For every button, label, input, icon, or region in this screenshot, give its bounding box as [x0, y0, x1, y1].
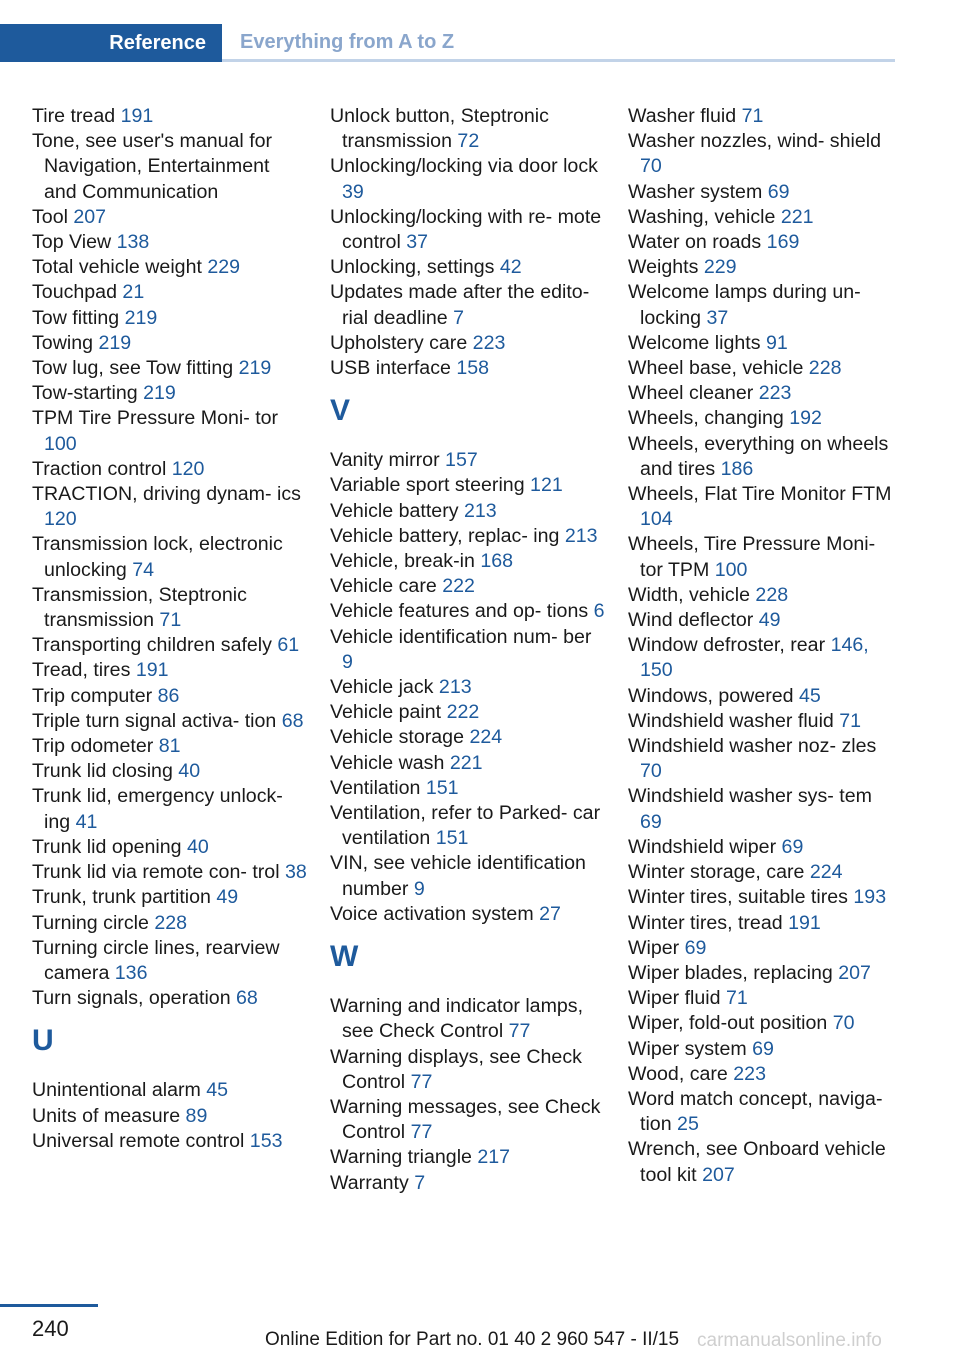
- page-reference-link[interactable]: 70: [640, 760, 662, 783]
- index-entry: [32, 1104, 307, 1129]
- index-entry: [628, 860, 898, 885]
- page-reference-link[interactable]: 77: [410, 1121, 433, 1144]
- footer-rule: [0, 1304, 98, 1307]
- index-entry: [628, 432, 898, 482]
- index-entry: [628, 784, 898, 834]
- index-entry: [628, 986, 898, 1011]
- page-reference-link[interactable]: 49: [216, 886, 239, 909]
- entry-term: Transmission, Steptronic transmission: [32, 583, 247, 632]
- index-entry: [330, 499, 605, 524]
- index-entry: [330, 700, 605, 725]
- index-entry: [32, 280, 307, 305]
- entry-term: Windshield washer fluid: [628, 709, 840, 732]
- entry-term: Unlocking/locking via door lock: [330, 155, 598, 178]
- entry-term: Unintentional alarm: [32, 1079, 207, 1102]
- index-entry: [330, 549, 605, 574]
- page-reference-link[interactable]: 219: [238, 357, 272, 380]
- page-reference-link[interactable]: 21: [122, 281, 145, 304]
- index-entry: [628, 885, 898, 910]
- page-reference-link[interactable]: 224: [809, 861, 843, 884]
- entry-term: Welcome lamps during un‐ locking: [628, 281, 861, 329]
- entry-term: Ventilation: [330, 776, 426, 799]
- entry-term: Warning triangle: [330, 1146, 478, 1169]
- entry-term: Tone, see user's manual for Navigation, Entertainment and Communication: [32, 130, 273, 203]
- page-reference-link[interactable]: 213: [564, 524, 598, 547]
- entry-term: Unlocking, settings: [330, 256, 500, 279]
- index-entry: [32, 734, 307, 759]
- section-letter: U: [32, 1024, 54, 1058]
- page-reference-link[interactable]: 104: [640, 508, 673, 531]
- page-reference-link[interactable]: 191: [120, 105, 154, 127]
- entry-term: Vehicle storage: [330, 726, 470, 749]
- entry-term: Variable sport steering: [330, 474, 531, 497]
- page-reference-link[interactable]: 192: [789, 407, 822, 430]
- index-entry: [330, 1095, 605, 1145]
- index-entry: [330, 255, 605, 280]
- page-reference-link[interactable]: 191: [135, 659, 169, 682]
- page-reference-link[interactable]: 70: [832, 1012, 855, 1035]
- page-reference-link[interactable]: 221: [449, 751, 483, 774]
- index-entry: [330, 280, 605, 330]
- index-entry: [628, 734, 898, 784]
- page-reference-link[interactable]: 6: [593, 600, 605, 623]
- index-entry: [330, 448, 605, 473]
- page-reference-link[interactable]: 71: [839, 709, 862, 732]
- index-entry: [628, 180, 898, 205]
- index-entry: [628, 835, 898, 860]
- page-reference-link[interactable]: 70: [640, 155, 662, 178]
- header-rule: [222, 59, 895, 62]
- index-column-2: [330, 104, 605, 1196]
- page-reference-link[interactable]: 45: [798, 684, 821, 707]
- page-reference-link[interactable]: 153: [249, 1129, 283, 1152]
- page-reference-link[interactable]: 77: [410, 1070, 433, 1093]
- entry-term: Top View: [32, 231, 117, 254]
- page-reference-link[interactable]: 9: [342, 650, 353, 673]
- page-header: [0, 24, 895, 62]
- entry-term: Windshield washer sys‐ tem: [628, 785, 872, 808]
- index-entry: [330, 1145, 605, 1170]
- entry-term: TRACTION, driving dynam‐ ics: [32, 483, 301, 506]
- page-reference-link[interactable]: 42: [499, 256, 522, 279]
- entry-term: Tread, tires: [32, 659, 136, 682]
- page-reference-link[interactable]: 27: [539, 902, 561, 925]
- page-reference-link[interactable]: 151: [435, 827, 469, 850]
- entry-term: Windshield washer noz‐ zles: [628, 735, 877, 758]
- index-entry: [628, 961, 898, 986]
- page-reference-link[interactable]: 86: [157, 684, 180, 707]
- index-entry: [628, 532, 898, 582]
- section-letter: W: [330, 940, 359, 974]
- entry-term: Vehicle care: [330, 575, 443, 598]
- index-entry: [32, 356, 307, 381]
- index-entry: [628, 1037, 898, 1062]
- index-entry: [32, 306, 307, 331]
- entry-term: Winter storage, care: [628, 861, 810, 884]
- entry-term: Universal remote control: [32, 1129, 250, 1152]
- page-reference-link[interactable]: 120: [44, 508, 77, 531]
- page-number: 240: [32, 1316, 69, 1341]
- index-entry: [628, 1062, 898, 1087]
- entry-term: Vehicle, break-in: [330, 550, 481, 573]
- entry-term: USB interface: [330, 357, 457, 380]
- index-entry: [330, 356, 605, 381]
- index-entry: [32, 1129, 307, 1154]
- entry-term: Tool: [32, 205, 74, 228]
- page-reference-link[interactable]: 222: [442, 575, 475, 598]
- page-reference-link[interactable]: 41: [75, 810, 98, 833]
- page-reference-link[interactable]: 213: [463, 499, 497, 522]
- page-reference-link[interactable]: 7: [453, 306, 465, 329]
- page-reference-link[interactable]: 100: [44, 432, 77, 455]
- entry-term: Triple turn signal activa‐ tion: [32, 709, 282, 732]
- entry-term: Warning displays, see Check Control: [330, 1045, 582, 1093]
- page-reference-link[interactable]: 136: [114, 961, 148, 984]
- index-entry: [32, 709, 307, 734]
- index-entry: [32, 205, 307, 230]
- index-entry: [628, 1011, 898, 1036]
- entry-term: Wind deflector: [628, 609, 759, 632]
- entry-term: Touchpad: [32, 281, 123, 304]
- index-entry: [330, 574, 605, 599]
- entry-term: Weights: [628, 256, 704, 279]
- page-reference-link[interactable]: 219: [124, 306, 158, 329]
- entry-term: Wheel cleaner: [628, 382, 759, 405]
- index-entry: [628, 911, 898, 936]
- entry-term: Upholstery care: [330, 331, 473, 354]
- entry-term: VIN, see vehicle identification number: [330, 852, 586, 900]
- page-reference-link[interactable]: 81: [158, 735, 181, 758]
- entry-term: Turning circle: [32, 911, 155, 934]
- index-entry: [32, 482, 307, 532]
- index-entry: [628, 1087, 898, 1137]
- page-reference-link[interactable]: 100: [714, 558, 748, 581]
- index-entry: [330, 776, 605, 801]
- section-letter: V: [330, 394, 351, 428]
- entry-term: Unlock button, Steptronic transmission: [330, 105, 549, 153]
- page-reference-link[interactable]: 146, 150: [640, 634, 869, 682]
- index-entry: [628, 331, 898, 356]
- chapter-title: Everything from A to Z: [240, 30, 455, 53]
- entry-term: Voice activation system: [330, 902, 540, 925]
- page-reference-link[interactable]: 69: [640, 810, 662, 833]
- index-entry: [32, 835, 307, 860]
- page-reference-link[interactable]: 71: [741, 105, 764, 127]
- entry-term: Windshield wiper: [628, 835, 782, 858]
- page-reference-link[interactable]: 37: [406, 231, 429, 254]
- entry-term: Tire tread: [32, 105, 121, 127]
- entry-term: Trip computer: [32, 684, 158, 707]
- index-entry: [628, 633, 898, 683]
- page-reference-link[interactable]: 228: [755, 583, 789, 606]
- page-reference-link[interactable]: 49: [758, 609, 781, 632]
- entry-term: Wiper: [628, 936, 685, 959]
- page-reference-link[interactable]: 219: [143, 382, 176, 405]
- index-column-1: [32, 104, 307, 1154]
- entry-term: Wiper fluid: [628, 987, 726, 1010]
- page-reference-link[interactable]: 186: [720, 457, 754, 480]
- page-reference-link[interactable]: 223: [733, 1062, 766, 1085]
- page-reference-link[interactable]: 169: [766, 231, 800, 254]
- page-reference-link[interactable]: 207: [73, 205, 107, 228]
- index-entry: [628, 255, 898, 280]
- entry-term: Vehicle paint: [330, 701, 447, 724]
- entry-term: Units of measure: [32, 1104, 186, 1127]
- index-entry: [628, 583, 898, 608]
- page-reference-link[interactable]: 219: [98, 331, 132, 354]
- entry-term: Wiper blades, replacing: [628, 961, 839, 984]
- page-reference-link[interactable]: 151: [425, 776, 459, 799]
- entry-term: Window defroster, rear: [628, 634, 831, 657]
- entry-term: Tow fitting: [32, 306, 125, 329]
- page-reference-link[interactable]: 121: [530, 474, 563, 497]
- index-entry: [330, 1045, 605, 1095]
- index-entry: [628, 482, 898, 532]
- entry-term: Trunk lid, emergency unlock‐ ing: [32, 785, 283, 833]
- entry-term: Wheels, changing: [628, 407, 790, 430]
- entry-term: Water on roads: [628, 231, 767, 254]
- index-entry: [330, 524, 605, 549]
- index-entry: [330, 902, 605, 927]
- entry-term: Winter tires, suitable tires: [628, 886, 854, 909]
- entry-term: Wheels, Tire Pressure Moni‐ tor TPM: [628, 533, 876, 581]
- index-entry: [32, 230, 307, 255]
- index-entry: [330, 599, 605, 624]
- page-reference-link[interactable]: 158: [456, 357, 490, 380]
- index-entry: [32, 331, 307, 356]
- index-entry: [628, 709, 898, 734]
- page-reference-link[interactable]: 69: [752, 1037, 774, 1060]
- index-entry: [330, 851, 605, 901]
- page-reference-link[interactable]: 221: [780, 205, 814, 228]
- index-entry: [330, 473, 605, 498]
- page-reference-link[interactable]: 229: [207, 256, 241, 279]
- entry-term: Width, vehicle: [628, 583, 756, 606]
- page-reference-link[interactable]: 71: [159, 609, 182, 632]
- index-entry: [330, 725, 605, 750]
- entry-term: Wheels, Flat Tire Monitor FTM: [628, 483, 892, 506]
- index-entry: [330, 1171, 605, 1196]
- entry-term: Trunk lid closing: [32, 760, 179, 783]
- entry-term: Windows, powered: [628, 684, 799, 707]
- index-entry: [32, 129, 307, 205]
- page-reference-link[interactable]: 223: [472, 331, 506, 354]
- page-reference-link[interactable]: 157: [445, 449, 478, 472]
- index-entry: [32, 911, 307, 936]
- page-reference-link[interactable]: 229: [703, 256, 737, 279]
- entry-term: Vehicle identification num‐ ber: [330, 625, 592, 648]
- index-entry: [32, 1078, 307, 1103]
- watermark: carmanualsonline.info: [697, 1330, 882, 1351]
- index-entry: [628, 205, 898, 230]
- page-reference-link[interactable]: 39: [342, 180, 364, 203]
- page-reference-link[interactable]: 71: [726, 987, 748, 1010]
- entry-term: TPM Tire Pressure Moni‐ tor: [32, 407, 279, 430]
- entry-term: Warning and indicator lamps, see Check Control: [330, 995, 584, 1043]
- page-reference-link[interactable]: 120: [171, 457, 205, 480]
- entry-term: Winter tires, tread: [628, 911, 789, 934]
- page-reference-link[interactable]: 217: [477, 1146, 511, 1169]
- page-reference-link[interactable]: 223: [758, 382, 792, 405]
- entry-term: Wheel base, vehicle: [628, 357, 809, 380]
- entry-term: Warranty: [330, 1171, 415, 1194]
- index-entry: [330, 205, 605, 255]
- page-reference-link[interactable]: 72: [457, 130, 480, 153]
- page-reference-link[interactable]: 207: [702, 1163, 735, 1186]
- entry-term: Trip odometer: [32, 735, 159, 758]
- page-reference-link[interactable]: 224: [469, 726, 503, 749]
- index-entry: [628, 230, 898, 255]
- entry-term: Washer nozzles, wind‐ shield: [628, 130, 882, 153]
- page-reference-link[interactable]: 40: [187, 835, 209, 858]
- index-column-3: [628, 104, 898, 1188]
- index-entry: [32, 406, 307, 456]
- index-entry: [628, 381, 898, 406]
- entry-term: Washer system: [628, 180, 768, 203]
- index-entry: [628, 936, 898, 961]
- entry-term: Wrench, see Onboard vehicle tool kit: [628, 1138, 886, 1186]
- index-entry: [330, 104, 605, 154]
- entry-term: Wood, care: [628, 1062, 734, 1085]
- page-reference-link[interactable]: 207: [838, 961, 871, 984]
- page-reference-link[interactable]: 74: [132, 558, 155, 581]
- page-reference-link[interactable]: 138: [116, 231, 150, 254]
- index-entry: [32, 104, 307, 129]
- section-tab-reference[interactable]: Reference: [0, 24, 222, 62]
- index-entry: [32, 684, 307, 709]
- entry-term: Turning circle lines, rearview camera: [32, 936, 280, 984]
- entry-term: Trunk lid opening: [32, 835, 188, 858]
- page-reference-link[interactable]: 168: [480, 550, 514, 573]
- page-reference-link[interactable]: 61: [277, 634, 300, 657]
- index-entry: [628, 684, 898, 709]
- index-entry: [330, 625, 605, 675]
- entry-term: Vehicle battery, replac‐ ing: [330, 524, 565, 547]
- entry-term: Traction control: [32, 457, 172, 480]
- entry-term: Vehicle features and op‐ tions: [330, 600, 594, 623]
- entry-term: Unlocking/locking with re‐ mote control: [330, 205, 602, 254]
- page-reference-link[interactable]: 222: [446, 701, 480, 724]
- page-reference-link[interactable]: 69: [767, 180, 790, 203]
- index-entry: [32, 986, 307, 1011]
- entry-term: Warning messages, see Check Control: [330, 1095, 601, 1144]
- edition-text: Online Edition for Part no. 01 40 2 960 547 - II/15: [265, 1329, 680, 1350]
- index-entry: [330, 994, 605, 1044]
- entry-term: Updates made after the edito‐ rial deadline: [330, 281, 590, 329]
- index-entry: [32, 583, 307, 633]
- page-reference-link[interactable]: 38: [285, 861, 307, 884]
- index-entry: [330, 675, 605, 700]
- index-entry: [32, 784, 307, 834]
- index-entry: [628, 1137, 898, 1187]
- index-entry: [32, 658, 307, 683]
- entry-term: Vehicle wash: [330, 751, 450, 774]
- index-entry: [628, 104, 898, 129]
- index-entry: [628, 356, 898, 381]
- index-entry: [628, 608, 898, 633]
- page-reference-link[interactable]: 191: [788, 911, 821, 934]
- page-reference-link[interactable]: 37: [706, 306, 729, 329]
- index-entry: [628, 129, 898, 179]
- entry-term: Washer fluid: [628, 105, 742, 127]
- index-entry: [32, 633, 307, 658]
- index-entry: [330, 751, 605, 776]
- index-entry: [32, 759, 307, 784]
- index-entry: [32, 860, 307, 885]
- index-entry: [330, 801, 605, 851]
- index-entry: [628, 280, 898, 330]
- page-reference-link[interactable]: 45: [206, 1079, 229, 1102]
- entry-term: Wiper, fold-out position: [628, 1012, 833, 1035]
- index-entry: [32, 885, 307, 910]
- entry-term: Tow-starting: [32, 382, 144, 405]
- index-entry: [32, 936, 307, 986]
- entry-term: Tow lug, see Tow fitting: [32, 357, 239, 380]
- entry-term: Wheels, everything on wheels and tires: [628, 432, 889, 480]
- entry-term: Welcome lights: [628, 331, 766, 354]
- page-reference-link[interactable]: 25: [677, 1113, 699, 1136]
- page-reference-link[interactable]: 68: [281, 709, 304, 732]
- entry-term: Vehicle jack: [330, 676, 439, 699]
- index-entry: [32, 255, 307, 280]
- page-reference-link[interactable]: 77: [508, 1020, 531, 1043]
- index-entry: [32, 457, 307, 482]
- entry-term: Trunk, trunk partition: [32, 886, 217, 909]
- page-reference-link[interactable]: 40: [178, 760, 201, 783]
- page-reference-link[interactable]: 228: [154, 911, 188, 934]
- index-entry: [32, 532, 307, 582]
- index-entry: [628, 406, 898, 431]
- entry-term: Vehicle battery: [330, 499, 464, 522]
- index-entry: [330, 331, 605, 356]
- entry-term: Total vehicle weight: [32, 256, 208, 279]
- page-reference-link[interactable]: 228: [808, 357, 842, 380]
- entry-term: Turn signals, operation: [32, 987, 237, 1010]
- index-entry: [32, 381, 307, 406]
- entry-term: Washing, vehicle: [628, 205, 781, 228]
- entry-term: Transmission lock, electronic unlocking: [32, 533, 283, 581]
- entry-term: Wiper system: [628, 1037, 753, 1060]
- page-reference-link[interactable]: 91: [765, 331, 788, 354]
- page-reference-link[interactable]: 69: [781, 835, 804, 858]
- entry-term: Trunk lid via remote con‐ trol: [32, 861, 285, 884]
- page-reference-link[interactable]: 69: [684, 936, 707, 959]
- entry-term: Towing: [32, 331, 99, 354]
- entry-term: Vanity mirror: [330, 449, 446, 472]
- page-reference-link[interactable]: 7: [414, 1171, 426, 1194]
- entry-term: Transporting children safely: [32, 634, 278, 657]
- index-entry: [330, 154, 605, 204]
- entry-term: Ventilation, refer to Parked- car ventilation: [330, 802, 601, 850]
- entry-term: Word match concept, naviga‐ tion: [628, 1087, 883, 1136]
- page-reference-link[interactable]: 213: [438, 676, 472, 699]
- page-reference-link[interactable]: 68: [236, 987, 258, 1010]
- page-reference-link[interactable]: 9: [413, 877, 425, 900]
- page-reference-link[interactable]: 89: [185, 1104, 208, 1127]
- page-reference-link[interactable]: 193: [853, 886, 887, 909]
